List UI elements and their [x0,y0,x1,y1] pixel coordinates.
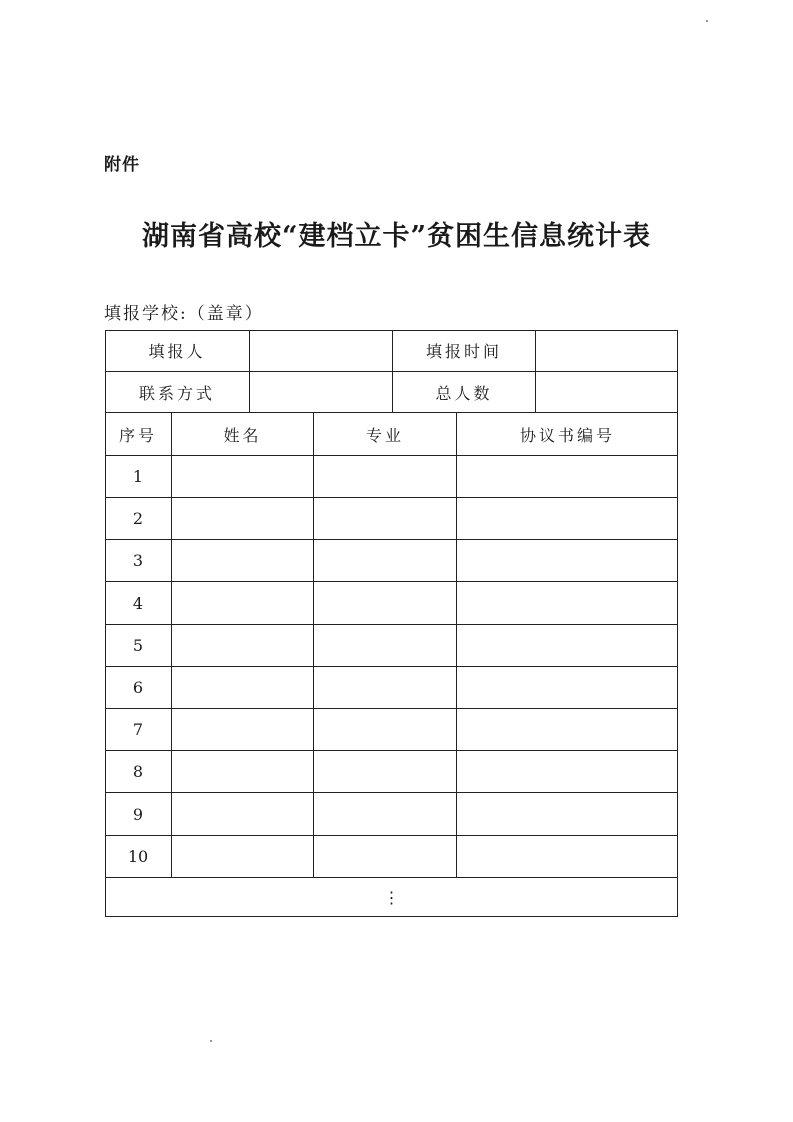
contact-label: 联系方式 [138,383,215,403]
row-agreement [457,456,678,497]
filler-label: 填报人 [148,342,206,361]
total-label: 总人数 [435,383,493,403]
row-name [172,540,313,581]
row-agreement [457,751,678,792]
contact-value [250,372,392,412]
row-major [314,793,456,835]
row-name [172,793,313,835]
row-agreement [457,793,678,835]
row-number: 5 [132,636,144,655]
row-agreement [457,582,678,624]
row-number: 2 [132,509,144,528]
row-agreement [457,625,678,666]
row-number: 8 [132,762,144,781]
column-header-name: 姓名 [223,425,262,445]
row-number: 10 [127,847,149,866]
date-label: 填报时间 [425,342,502,361]
row-agreement [457,540,678,581]
scan-speck [706,20,708,22]
continuation-mark: ⋮ [383,888,400,907]
row-name [172,667,313,708]
row-name [172,498,313,539]
row-name [172,625,313,666]
row-agreement [457,498,678,539]
total-value [536,372,678,412]
date-value [536,330,678,371]
row-major [314,582,456,624]
row-major [314,540,456,581]
row-agreement [457,667,678,708]
row-name [172,456,313,497]
row-major [314,836,456,877]
column-header-no: 序号 [118,425,157,445]
row-name [172,709,313,750]
school-line: 填报学校:（盖章） [104,304,264,324]
row-number: 4 [132,593,144,613]
row-major [314,625,456,666]
row-major [314,751,456,792]
column-header-major: 专业 [365,425,404,445]
row-major [314,667,456,708]
row-agreement [457,709,678,750]
row-number: 7 [132,720,144,739]
scan-speck [210,1040,212,1042]
row-number: 1 [132,467,144,486]
row-major [314,456,456,497]
row-major [314,498,456,539]
row-name [172,751,313,792]
row-number: 3 [132,551,144,570]
row-agreement [457,836,678,877]
statistics-table [105,330,678,917]
row-name [172,836,313,877]
row-number: 9 [132,804,144,824]
attachment-label: 附件 [104,155,140,175]
row-name [172,582,313,624]
row-major [314,709,456,750]
row-number: 6 [132,678,144,697]
filler-value [250,330,392,371]
page-title: 湖南省高校“建档立卡”贫困生信息统计表 [141,221,652,252]
column-header-agreement: 协议书编号 [519,425,615,445]
